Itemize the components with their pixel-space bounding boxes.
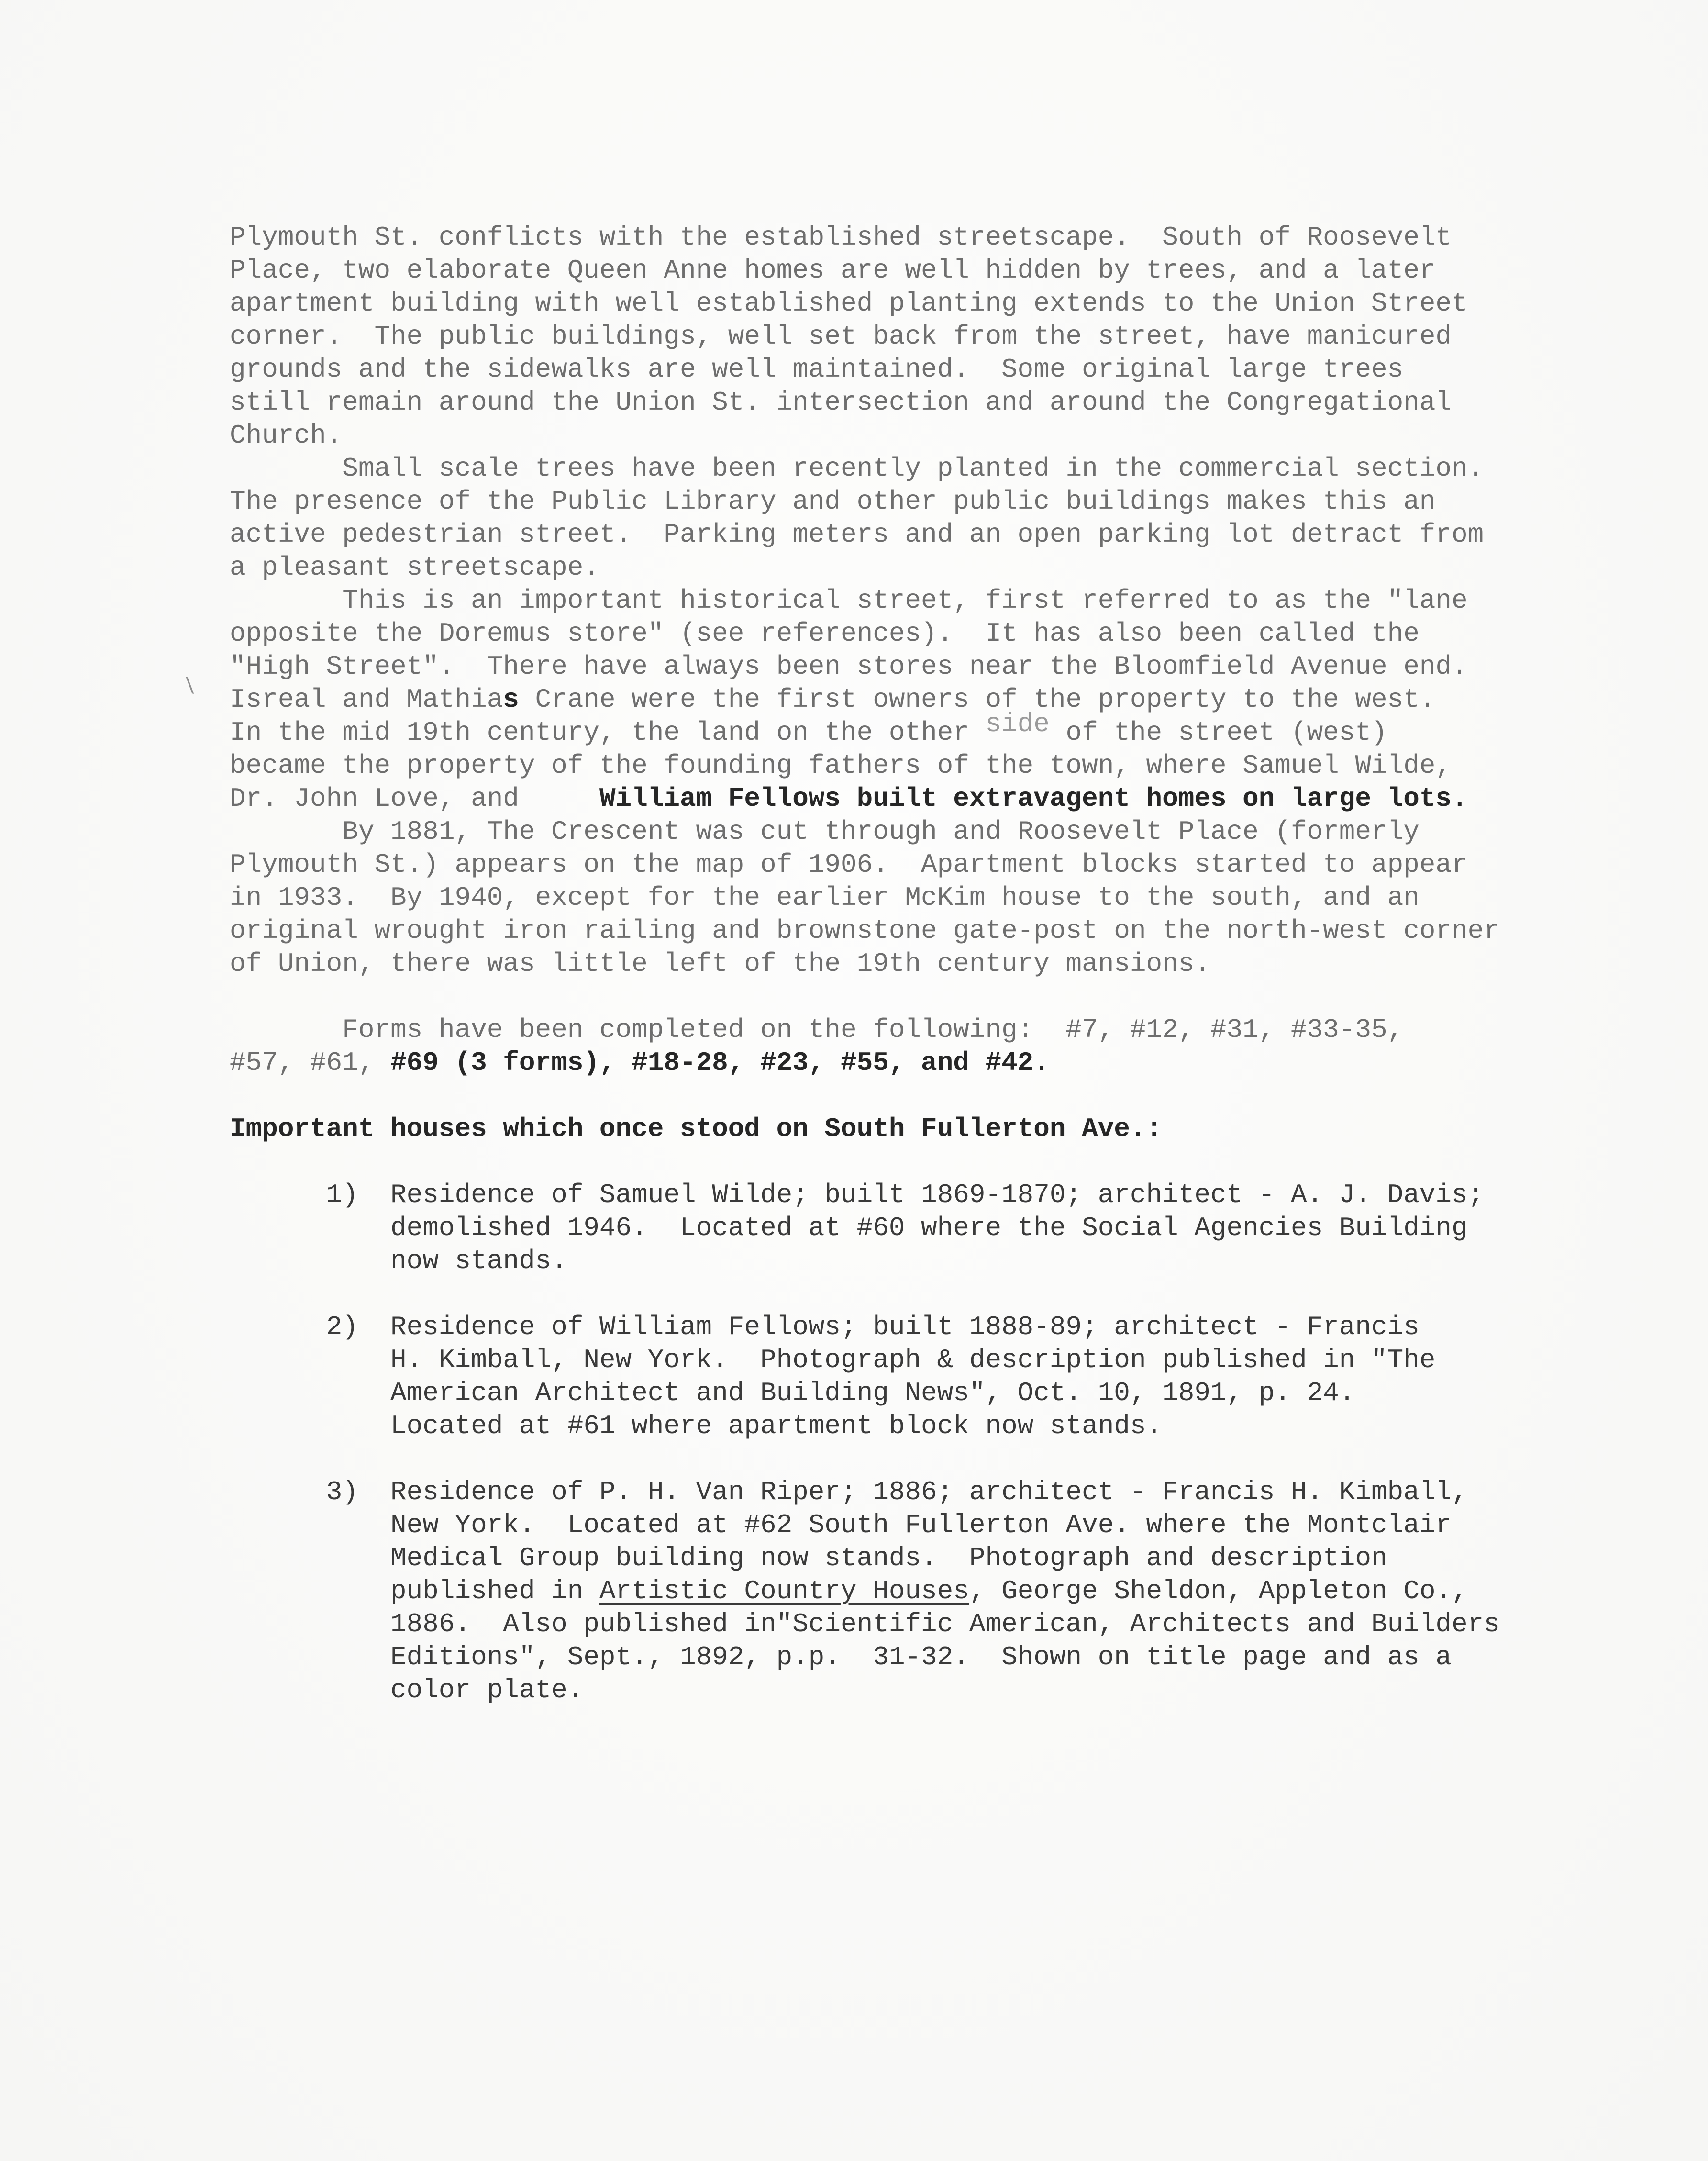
paragraph-3 [230,584,1550,815]
text-line [230,1509,1550,1542]
text-line [230,650,1550,683]
text-run: Dr. John Love, and [230,783,599,814]
text-line [230,1113,1550,1146]
text-run: in 1933. By 1940, except for the earlier McKim house to the south, and an [230,882,1420,913]
text-run: grounds and the sidewalks are well maintained. Some original large trees [230,354,1404,385]
text-run: New York. Located at #62 South Fullerton Ave. where the Montclair [230,1510,1452,1540]
text-run: , George Sheldon, Appleton Co., [969,1576,1468,1606]
text-line [230,320,1550,353]
text-run: Church. [230,420,343,451]
text-run: 1886. Also published in"Scientific American, Architects and Builders [230,1609,1500,1639]
section-heading [230,1113,1550,1146]
document-body [230,221,1550,1707]
text-run: became the property of the founding fathers of the town, where Samuel Wilde, [230,750,1452,781]
text-run: 1) Residence of Samuel Wilde; built 1869-1870; architect - A. J. Davis; [230,1180,1484,1210]
text-line [230,1245,1550,1278]
text-run: H. Kimball, New York. Photograph & description published in "The [230,1345,1436,1375]
text-run: 3) Residence of P. H. Van Riper; 1886; architect - Francis H. Kimball, [230,1477,1468,1507]
text-run: opposite the Doremus store" (see references). It has also been called the [230,618,1420,649]
text-line [230,386,1550,419]
text-run: In the mid 19th century, the land on the other [230,717,986,748]
text-run: Forms have been completed on the following: #7, #12, #31, #33-35, [230,1014,1404,1045]
text-run: a pleasant streetscape. [230,552,599,583]
text-run: Plymouth St.) appears on the map of 1906. Apartment blocks started to appear [230,849,1468,880]
text-line [230,254,1550,287]
text-run: apartment building with well established planting extends to the Union Street [230,288,1468,319]
text-run: American Architect and Building News", Oct. 10, 1891, p. 24. [230,1378,1355,1408]
text-run: Medical Group building now stands. Photograph and description [230,1543,1387,1573]
text-run: published in [230,1576,599,1606]
text-run: color plate. [230,1675,584,1705]
paragraph-4 [230,815,1550,980]
text-line [230,353,1550,386]
text-line [230,709,1550,749]
text-line [230,617,1550,650]
text-line [230,1179,1550,1212]
text-line [230,1476,1550,1509]
text-run: Place, two elaborate Queen Anne homes are well hidden by trees, and a later [230,255,1436,286]
text-line [230,749,1550,782]
bold-text: s [503,684,519,715]
text-line [230,1377,1550,1410]
text-line [230,815,1550,848]
text-run: Located at #61 where apartment block now stands. [230,1411,1163,1441]
text-line [230,1014,1550,1047]
text-line [230,551,1550,584]
text-line [230,848,1550,881]
text-line [230,1311,1550,1344]
house-item-2 [230,1311,1550,1443]
text-run: Plymouth St. conflicts with the established streetscape. South of Roosevelt [230,222,1452,253]
text-run: By 1881, The Crescent was cut through and Roosevelt Place (formerly [230,816,1420,847]
text-line [230,1674,1550,1707]
text-run: corner. The public buildings, well set back from the street, have manicured [230,321,1452,352]
text-run: side [985,709,1050,740]
paragraph-5-forms [230,1014,1550,1080]
text-run: 2) Residence of William Fellows; built 1888-89; architect - Francis [230,1312,1420,1342]
text-line [230,1410,1550,1443]
text-line [230,419,1550,452]
house-item-3 [230,1476,1550,1707]
text-line [230,947,1550,980]
text-line [230,518,1550,551]
text-run: Editions", Sept., 1892, p.p. 31-32. Shown on title page and as a [230,1642,1452,1672]
text-line [230,1344,1550,1377]
text-line [230,1047,1550,1080]
text-run: still remain around the Union St. intersection and around the Congregational [230,387,1452,418]
house-item-1 [230,1179,1550,1278]
text-line [230,1575,1550,1608]
text-line [230,1542,1550,1575]
text-line [230,1212,1550,1245]
text-run: This is an important historical street, first referred to as the "lane [230,585,1468,616]
bold-text: #69 (3 forms), #18-28, #23, #55, and #42. [390,1047,1050,1078]
stray-mark: \ [181,675,198,701]
text-run: Small scale trees have been recently planted in the commercial section. [230,453,1484,484]
text-run: original wrought iron railing and brownstone gate-post on the north-west corner [230,915,1500,946]
text-run: now stands. [230,1246,567,1276]
text-run: #57, #61, [230,1047,391,1078]
text-line [230,287,1550,320]
text-run: "High Street". There have always been stores near the Bloomfield Avenue end. [230,651,1468,682]
text-run: Important houses which once stood on South Fullerton Ave.: [230,1114,1163,1144]
text-line [230,452,1550,485]
text-run: Isreal and Mathia [230,684,503,715]
text-run: demolished 1946. Located at #60 where the Social Agencies Building [230,1213,1468,1243]
paragraph-1 [230,221,1550,452]
text-line [230,485,1550,518]
bold-text: William Fellows built extravagent homes on large lots. [599,783,1468,814]
text-line [230,221,1550,254]
underlined-text: Artistic Country Houses [599,1576,969,1606]
text-run: of the street (west) [1049,717,1387,748]
text-line [230,914,1550,947]
text-line [230,683,1550,716]
text-run: active pedestrian street. Parking meters and an open parking lot detract from [230,519,1484,550]
text-run: of Union, there was little left of the 19th century mansions. [230,948,1210,979]
text-line [230,1641,1550,1674]
text-line [230,584,1550,617]
text-run: The presence of the Public Library and other public buildings makes this an [230,486,1436,517]
text-line [230,782,1550,815]
text-line [230,1608,1550,1641]
paragraph-2 [230,452,1550,584]
text-line [230,881,1550,914]
text-run: Crane were the first owners of the property to the west. [519,684,1436,715]
